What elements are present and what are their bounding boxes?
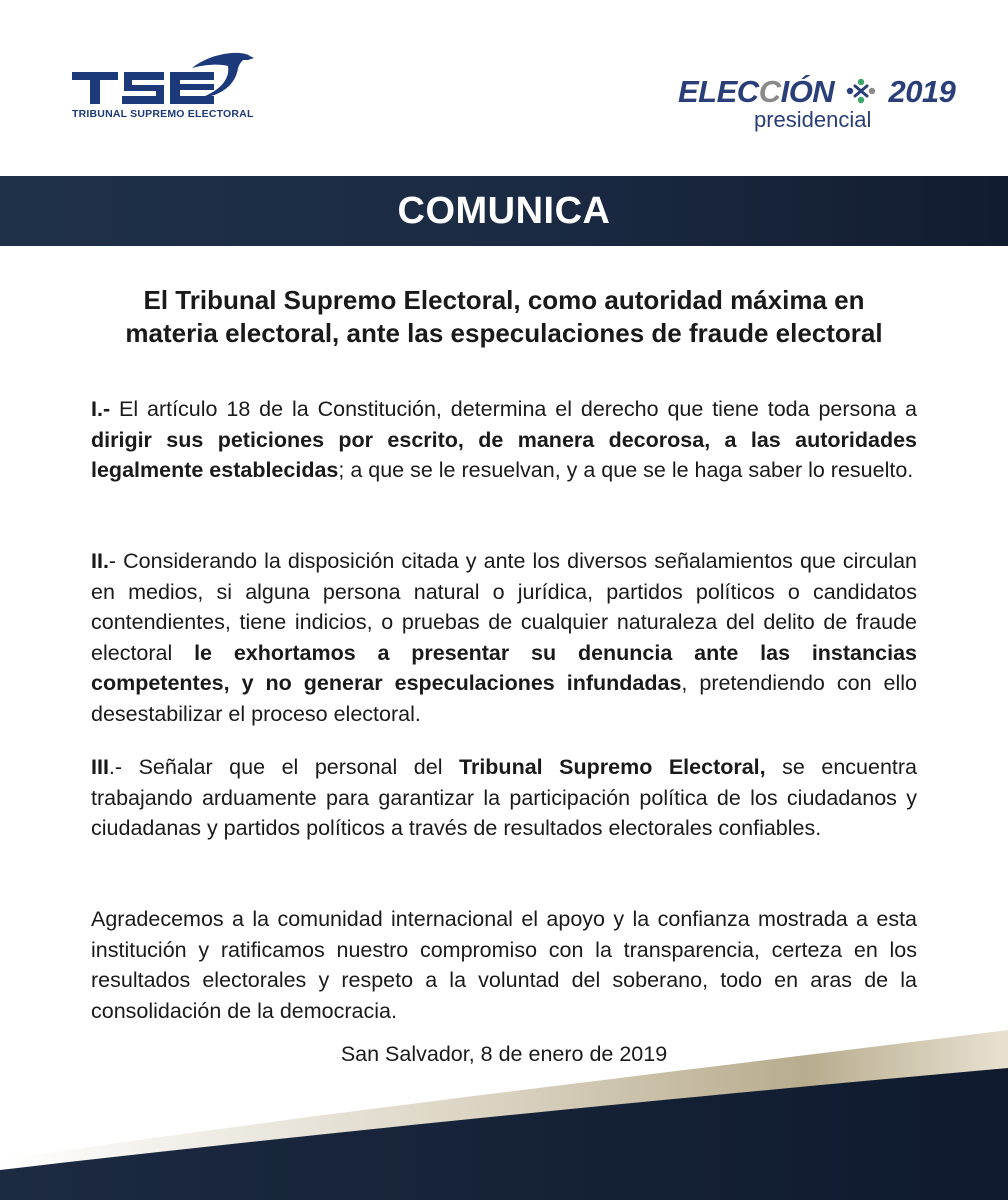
- paragraph-3-text-b: se encuentra trabajando arduamente para garantizar la participación política de los ciudadanos y ciudadanas y partidos políticos a través de resultados electorales confiables.: [91, 755, 917, 840]
- comunica-banner: [0, 176, 1008, 246]
- paragraph-3-text-a: .- Señalar que el personal del: [108, 755, 460, 779]
- paragraph-1-text-a: El artículo 18 de la Constitución, determina el derecho que tiene toda persona a: [110, 397, 917, 421]
- paragraph-2-bold: le exhortamos a presentar su denuncia ante las instancias competentes, y no generar especulaciones infundadas: [91, 640, 917, 695]
- election-word-a: ELEC: [678, 74, 759, 109]
- paragraph-3-number: III: [91, 755, 109, 779]
- election-word-b: C: [758, 74, 781, 109]
- tse-logo: [72, 50, 262, 130]
- paragraph-3: [91, 752, 917, 844]
- paragraph-1-bold: dirigir sus peticiones por escrito, de manera decorosa, a las autoridades legalmente establecidas: [91, 427, 917, 482]
- banner-title: COMUNICA: [397, 189, 611, 232]
- headline-line-2: materia electoral, ante las especulaciones de fraude electoral: [125, 318, 883, 348]
- election-year: 2019: [888, 74, 956, 109]
- election-logo: [678, 74, 968, 144]
- tse-subtitle: TRIBUNAL SUPREMO ELECTORAL: [72, 108, 254, 120]
- paragraph-1-number: I.-: [91, 397, 111, 421]
- paragraph-3-bold: Tribunal Supremo Electoral,: [459, 755, 766, 779]
- dateline: San Salvador, 8 de enero de 2019: [340, 1042, 668, 1066]
- paragraph-2-text-b: , pretendiendo con ello desestabilizar el proceso electoral.: [91, 671, 917, 726]
- paragraph-2-text-a: - Considerando la disposición citada y ante los diversos señalamientos que circulan en medios, si alguna persona natural o jurídica, partidos políticos o candidatos contendientes, tiene indicios, o pruebas de cualquier naturaleza del delito de fraude electoral: [91, 549, 917, 665]
- paragraph-2-number: II.: [91, 549, 109, 573]
- election-word-c: IÓN: [780, 74, 835, 109]
- headline-line-1: El Tribunal Supremo Electoral, como autoridad máxima en: [143, 285, 865, 315]
- paragraph-1-text-b: ; a que se le resuelvan, y a que se le haga saber lo resuelto.: [338, 458, 914, 482]
- people-star-icon: [844, 76, 878, 106]
- election-title: [678, 74, 955, 110]
- paragraph-4: Agradecemos a la comunidad internacional el apoyo y la confianza mostrada a esta institución y ratificamos nuestro compromiso con la transparencia, certeza en los resultados electorales y respeto a la voluntad del soberano, todo en aras de la consolidación de la democracia.: [91, 907, 917, 1023]
- paragraph-2: [91, 546, 917, 729]
- tse-logo-mark: [72, 50, 262, 110]
- paragraph-1: [91, 394, 917, 486]
- headline: [60, 284, 948, 350]
- election-subtitle: presidencial: [754, 107, 872, 132]
